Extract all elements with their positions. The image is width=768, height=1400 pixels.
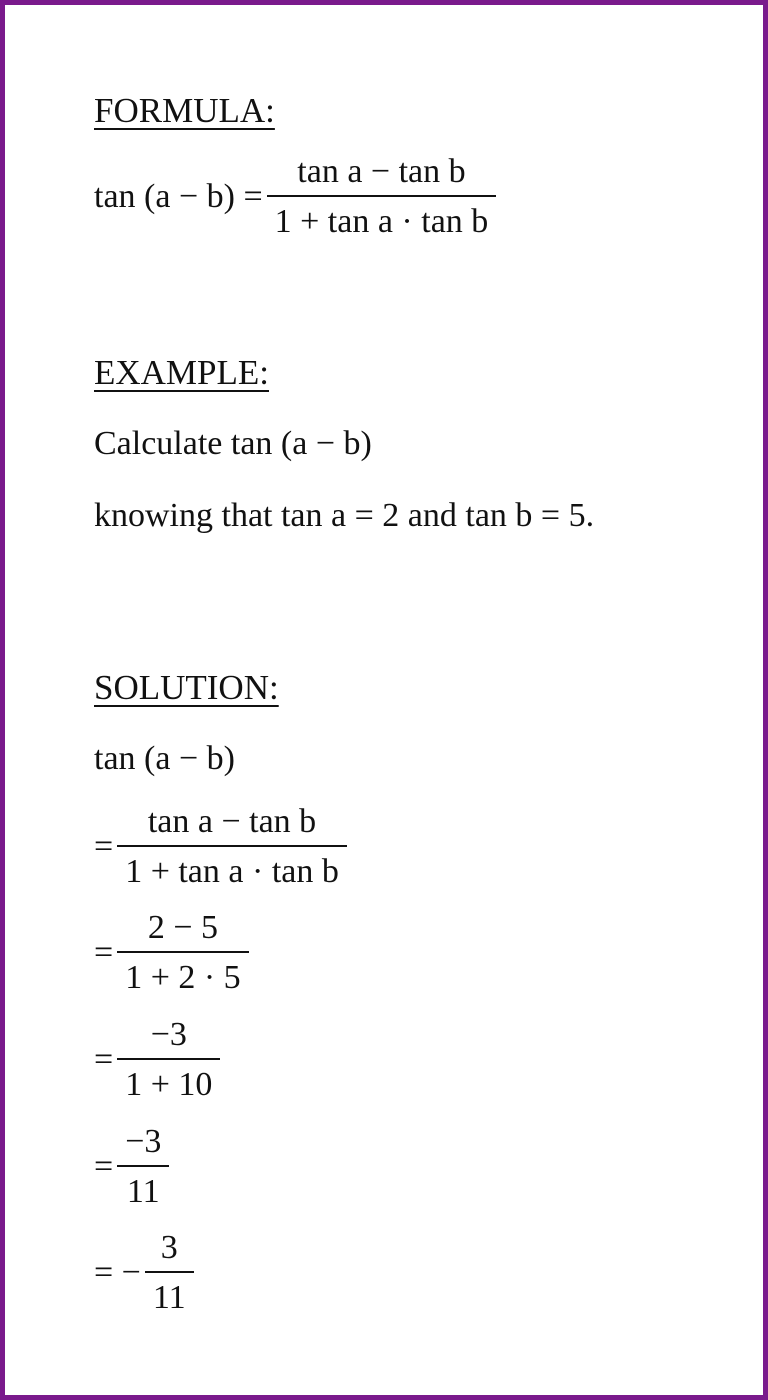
step-numerator: tan a − tan b	[147, 803, 317, 840]
solution-step-3	[94, 1018, 224, 1102]
step-denominator: 11	[152, 1279, 186, 1316]
formula-heading: FORMULA:	[94, 91, 275, 130]
step-numerator: −3	[125, 1123, 162, 1160]
formula-lhs: tan (a − b) =	[94, 178, 263, 215]
formula-equation	[94, 155, 500, 239]
solution-heading: SOLUTION:	[94, 668, 279, 707]
step-prefix: =	[94, 828, 114, 865]
example-line-2: knowing that tan a = 2 and tan b = 5.	[94, 497, 595, 534]
step-fraction	[117, 805, 347, 889]
step-fraction	[117, 1018, 220, 1102]
step-prefix: = −	[94, 1254, 141, 1291]
step-fraction	[145, 1231, 194, 1315]
solution-start: tan (a − b)	[94, 740, 235, 777]
step-denominator: 1 + 2 · 5	[125, 959, 241, 996]
step-fraction	[117, 1125, 169, 1209]
step-numerator: 2 − 5	[147, 909, 219, 946]
step-denominator: 1 + tan a · tan b	[125, 853, 339, 890]
solution-step-5	[94, 1231, 198, 1315]
step-prefix: =	[94, 1148, 114, 1185]
formula-denominator: 1 + tan a · tan b	[274, 203, 489, 240]
example-line-1: Calculate tan (a − b)	[94, 425, 372, 462]
step-fraction	[117, 911, 249, 995]
step-prefix: =	[94, 934, 114, 971]
step-numerator: 3	[160, 1229, 178, 1266]
solution-step-2	[94, 911, 253, 995]
example-heading: EXAMPLE:	[94, 353, 269, 392]
solution-step-4	[94, 1125, 173, 1209]
step-numerator: −3	[150, 1016, 187, 1053]
step-denominator: 11	[126, 1173, 160, 1210]
step-denominator: 1 + 10	[125, 1066, 213, 1103]
solution-step-1	[94, 805, 351, 889]
formula-fraction	[267, 155, 497, 239]
formula-numerator: tan a − tan b	[297, 153, 466, 190]
step-prefix: =	[94, 1041, 114, 1078]
